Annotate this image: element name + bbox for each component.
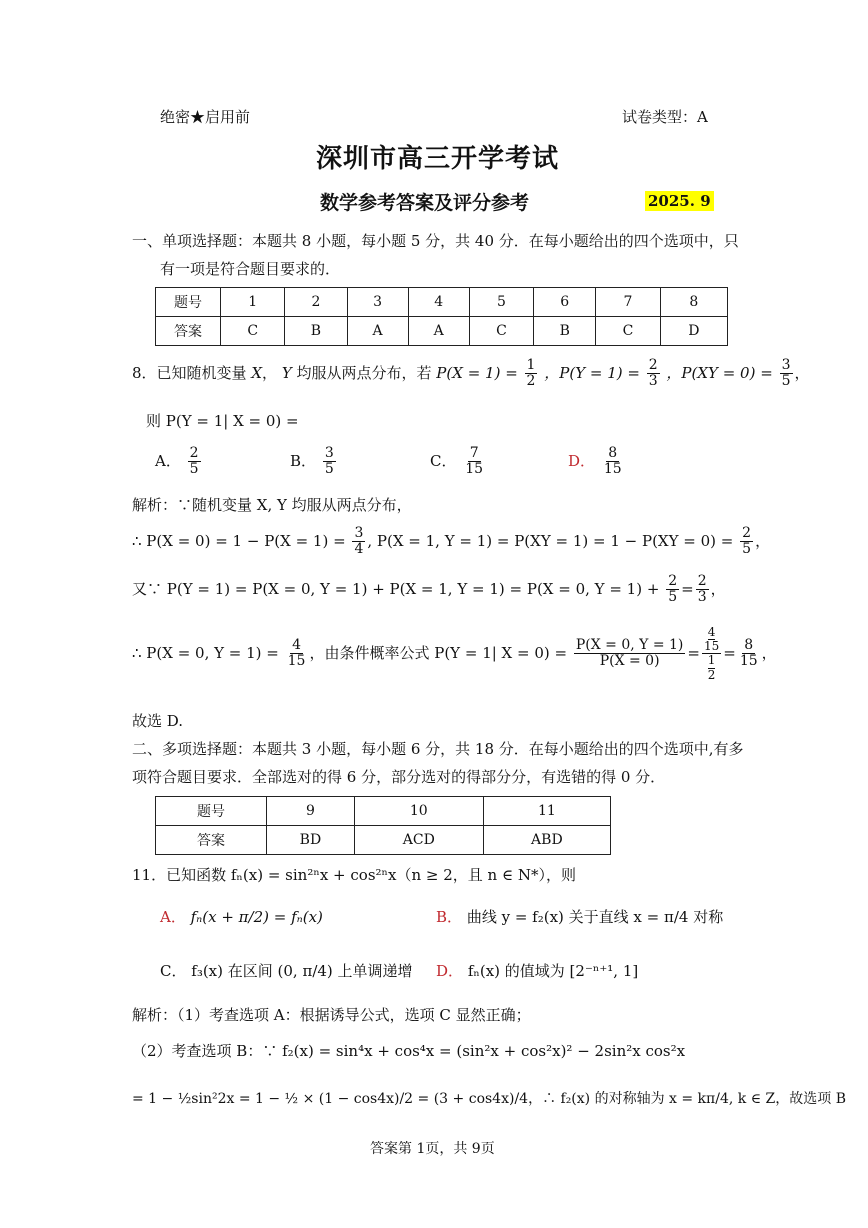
- q8-p1-lhs: P(X = 1) =: [436, 363, 518, 382]
- option-frac: [323, 446, 336, 478]
- answer-table-multi: [155, 796, 611, 855]
- option-frac: [602, 446, 624, 478]
- option-label: B．: [290, 451, 317, 470]
- compound-den: [706, 654, 718, 681]
- q8-solution-line3: [132, 626, 777, 682]
- table-cell: 8: [660, 288, 727, 317]
- frac-den: 5: [742, 541, 752, 558]
- q11-option-a: [160, 906, 323, 927]
- sol-text: ∴ P(X = 0) = 1 − P(X = 1) =: [132, 531, 346, 550]
- table-row: [156, 288, 728, 317]
- section1-heading-line1: 一、单项选择题：本题共 8 小题，每小题 5 分，共 40 分．在每小题给出的四个选项中，只: [132, 232, 739, 250]
- option-label-correct: B．: [436, 908, 463, 926]
- frac-den: 15: [703, 639, 720, 654]
- table-cell: 3: [347, 288, 408, 317]
- q8-sep: ，: [262, 363, 278, 382]
- sol-text: 又∵ P(Y = 1) = P(X = 0, Y = 1) + P(X = 1, Y = 1) = P(X = 0, Y = 1) +: [132, 579, 660, 598]
- table-header-cell: 题号: [156, 797, 267, 826]
- option-label: C．: [430, 451, 457, 470]
- sol-text: =: [687, 643, 700, 662]
- table-cell: 5: [469, 288, 533, 317]
- frac-num: 8: [608, 445, 618, 461]
- frac-den: 15: [465, 461, 484, 478]
- q8-stem-mid: 均服从两点分布，若: [296, 363, 432, 382]
- sol-text: ，: [755, 531, 771, 550]
- table-cell: A: [347, 317, 408, 346]
- document-title: 深圳市高三开学考试: [316, 144, 560, 174]
- table-cell: 4: [408, 288, 469, 317]
- option-label: A．: [155, 451, 181, 470]
- option-label-correct: D．: [568, 451, 596, 470]
- q8-stem: [132, 358, 810, 390]
- q8-stem-lead: 8．已知随机变量: [132, 363, 247, 382]
- frac-num: 1: [526, 357, 536, 373]
- q11-option-c: [160, 960, 413, 981]
- page-footer: 答案第 1页，共 9页: [370, 1141, 495, 1157]
- table-row: [156, 826, 611, 855]
- sol-frac: [666, 574, 679, 606]
- table-row: [156, 797, 611, 826]
- q8-conclusion: 故选 D.: [132, 712, 184, 730]
- q11-stem: 11．已知函数 fₙ(x) = sin²ⁿx + cos²ⁿx（n ≥ 2，且 n ∈ N*），则: [132, 866, 576, 884]
- frac-den: 2: [707, 667, 716, 682]
- sol-frac: [740, 526, 753, 558]
- frac-den: 5: [668, 589, 678, 606]
- q8-p3-frac: [780, 358, 793, 390]
- option-text: fₙ(x + π/2) = fₙ(x): [190, 908, 323, 926]
- q8-var-x: X: [251, 363, 263, 382]
- option-label-correct: D．: [436, 962, 464, 980]
- option-label-correct: A．: [160, 908, 186, 926]
- table-header-cell: 答案: [156, 317, 221, 346]
- table-cell: C: [221, 317, 285, 346]
- table-header-cell: 题号: [156, 288, 221, 317]
- q8-p3-end: ，: [794, 363, 810, 382]
- section2-heading-line2: 项符合题目要求．全部选对的得 6 分，部分选对的得部分分，有选错的得 0 分．: [132, 768, 666, 786]
- q8-option-b: [290, 446, 338, 478]
- q8-option-a: [155, 446, 203, 478]
- q8-solution-line2: [132, 574, 726, 606]
- frac-num: 3: [324, 445, 334, 461]
- q11-solution-line3: = 1 − ½sin²2x = 1 − ½ × (1 − cos4x)/2 = (3 + cos4x)/4，∴ f₂(x) 的对称轴为 x = kπ/4, k ∈ Z，故选项 B: [132, 1091, 846, 1107]
- frac-den: 5: [189, 461, 199, 478]
- compound-num: [702, 626, 721, 654]
- frac-den: 4: [354, 541, 364, 558]
- confidential-label: 绝密★启用前: [160, 108, 251, 126]
- table-cell: 1: [221, 288, 285, 317]
- table-cell: 2: [285, 288, 347, 317]
- date-badge-text: 2025. 9: [645, 191, 714, 211]
- table-cell: ACD: [354, 826, 483, 855]
- sol-frac: [696, 574, 709, 606]
- q8-option-c: [430, 446, 487, 478]
- q11-solution-intro: 解析：（1）考查选项 A：根据诱导公式，选项 C 显然正确；: [132, 1006, 531, 1024]
- frac-num: 4: [707, 625, 716, 639]
- q8-p1-frac: [525, 358, 538, 390]
- q8-p3-lhs: ，P(XY = 0) =: [666, 363, 773, 382]
- sol-big-frac: [574, 638, 686, 670]
- frac-num: 4: [292, 636, 302, 653]
- frac-den: 15: [739, 653, 758, 670]
- sol-frac: [738, 638, 760, 670]
- frac-num: 7: [469, 445, 479, 461]
- option-frac: [188, 446, 201, 478]
- option-text: 曲线 y = f₂(x) 关于直线 x = π/4 对称: [466, 908, 724, 926]
- table-cell: ABD: [483, 826, 610, 855]
- q8-p2-lhs: ，P(Y = 1) =: [544, 363, 640, 382]
- frac-num: 3: [354, 525, 364, 541]
- table-row: [156, 317, 728, 346]
- option-text: fₙ(x) 的值域为 [2⁻ⁿ⁺¹, 1]: [467, 962, 639, 980]
- option-frac: [463, 446, 485, 478]
- table-cell: C: [469, 317, 533, 346]
- sol-text: =: [681, 579, 694, 598]
- frac-num: 3: [781, 357, 791, 373]
- frac-num: 2: [648, 357, 658, 373]
- frac-den: 3: [648, 373, 658, 390]
- sol-text: ，: [710, 579, 726, 598]
- answer-table-single: [155, 287, 728, 346]
- table-cell: B: [285, 317, 347, 346]
- table-cell: 9: [267, 797, 355, 826]
- frac-num: 2: [697, 573, 707, 589]
- q11-option-d: [436, 960, 638, 981]
- sol-text: ，: [761, 643, 777, 662]
- frac-num: 2: [668, 573, 678, 589]
- paper-type-label: 试卷类型：A: [622, 108, 708, 126]
- table-cell: 11: [483, 797, 610, 826]
- q8-var-y: Y: [281, 363, 292, 382]
- frac-den: 5: [781, 373, 791, 390]
- q8-solution-line1: [132, 526, 770, 558]
- frac-num: 2: [742, 525, 752, 541]
- table-header-cell: 答案: [156, 826, 267, 855]
- date-badge: [645, 192, 714, 210]
- q8-p2-frac: [647, 358, 660, 390]
- option-label: C．: [160, 962, 187, 980]
- option-text: f₃(x) 在区间 (0, π/4) 上单调递增: [191, 962, 413, 980]
- table-cell: A: [408, 317, 469, 346]
- frac-den: 15: [287, 653, 306, 670]
- frac-den: 2: [526, 373, 536, 390]
- section2-heading-line1: 二、多项选择题：本题共 3 小题，每小题 6 分，共 18 分．在每小题给出的四个选项中,有多: [132, 740, 744, 758]
- table-cell: 10: [354, 797, 483, 826]
- table-cell: C: [596, 317, 660, 346]
- frac-num: P(X = 0, Y = 1): [575, 636, 684, 653]
- table-cell: 6: [534, 288, 596, 317]
- sol-text: =: [723, 643, 736, 662]
- sol-text: ∴ P(X = 0, Y = 1) =: [132, 643, 279, 662]
- frac-den: 5: [324, 461, 334, 478]
- frac-den: 15: [603, 461, 622, 478]
- sol-compound-frac: [702, 626, 721, 682]
- q11-option-b: [436, 906, 723, 927]
- sol-frac: [352, 526, 365, 558]
- q8-ask: 则 P(Y = 1| X = 0) =: [146, 412, 299, 430]
- sol-text: ，由条件概率公式 P(Y = 1| X = 0) =: [309, 643, 568, 662]
- frac-num: 2: [189, 445, 199, 461]
- table-cell: B: [534, 317, 596, 346]
- table-cell: 7: [596, 288, 660, 317]
- frac-den: 3: [697, 589, 707, 606]
- table-cell: BD: [267, 826, 355, 855]
- section1-heading-line2: 有一项是符合题目要求的．: [160, 260, 341, 278]
- q11-solution-line2: （2）考查选项 B：∵ f₂(x) = sin⁴x + cos⁴x = (sin²x + cos²x)² − 2sin²x cos²x: [132, 1042, 686, 1060]
- sol-frac: [286, 638, 308, 670]
- sol-text: , P(X = 1, Y = 1) = P(XY = 1) = 1 − P(XY = 0) =: [367, 531, 734, 550]
- frac-num: 8: [744, 636, 754, 653]
- table-cell: D: [660, 317, 727, 346]
- q8-option-d: [568, 446, 626, 478]
- frac-num: 1: [707, 653, 716, 668]
- document-subtitle: 数学参考答案及评分参考: [320, 192, 530, 214]
- q8-solution-intro: 解析：∵随机变量 X, Y 均服从两点分布，: [132, 496, 412, 514]
- frac-den: P(X = 0): [599, 653, 660, 670]
